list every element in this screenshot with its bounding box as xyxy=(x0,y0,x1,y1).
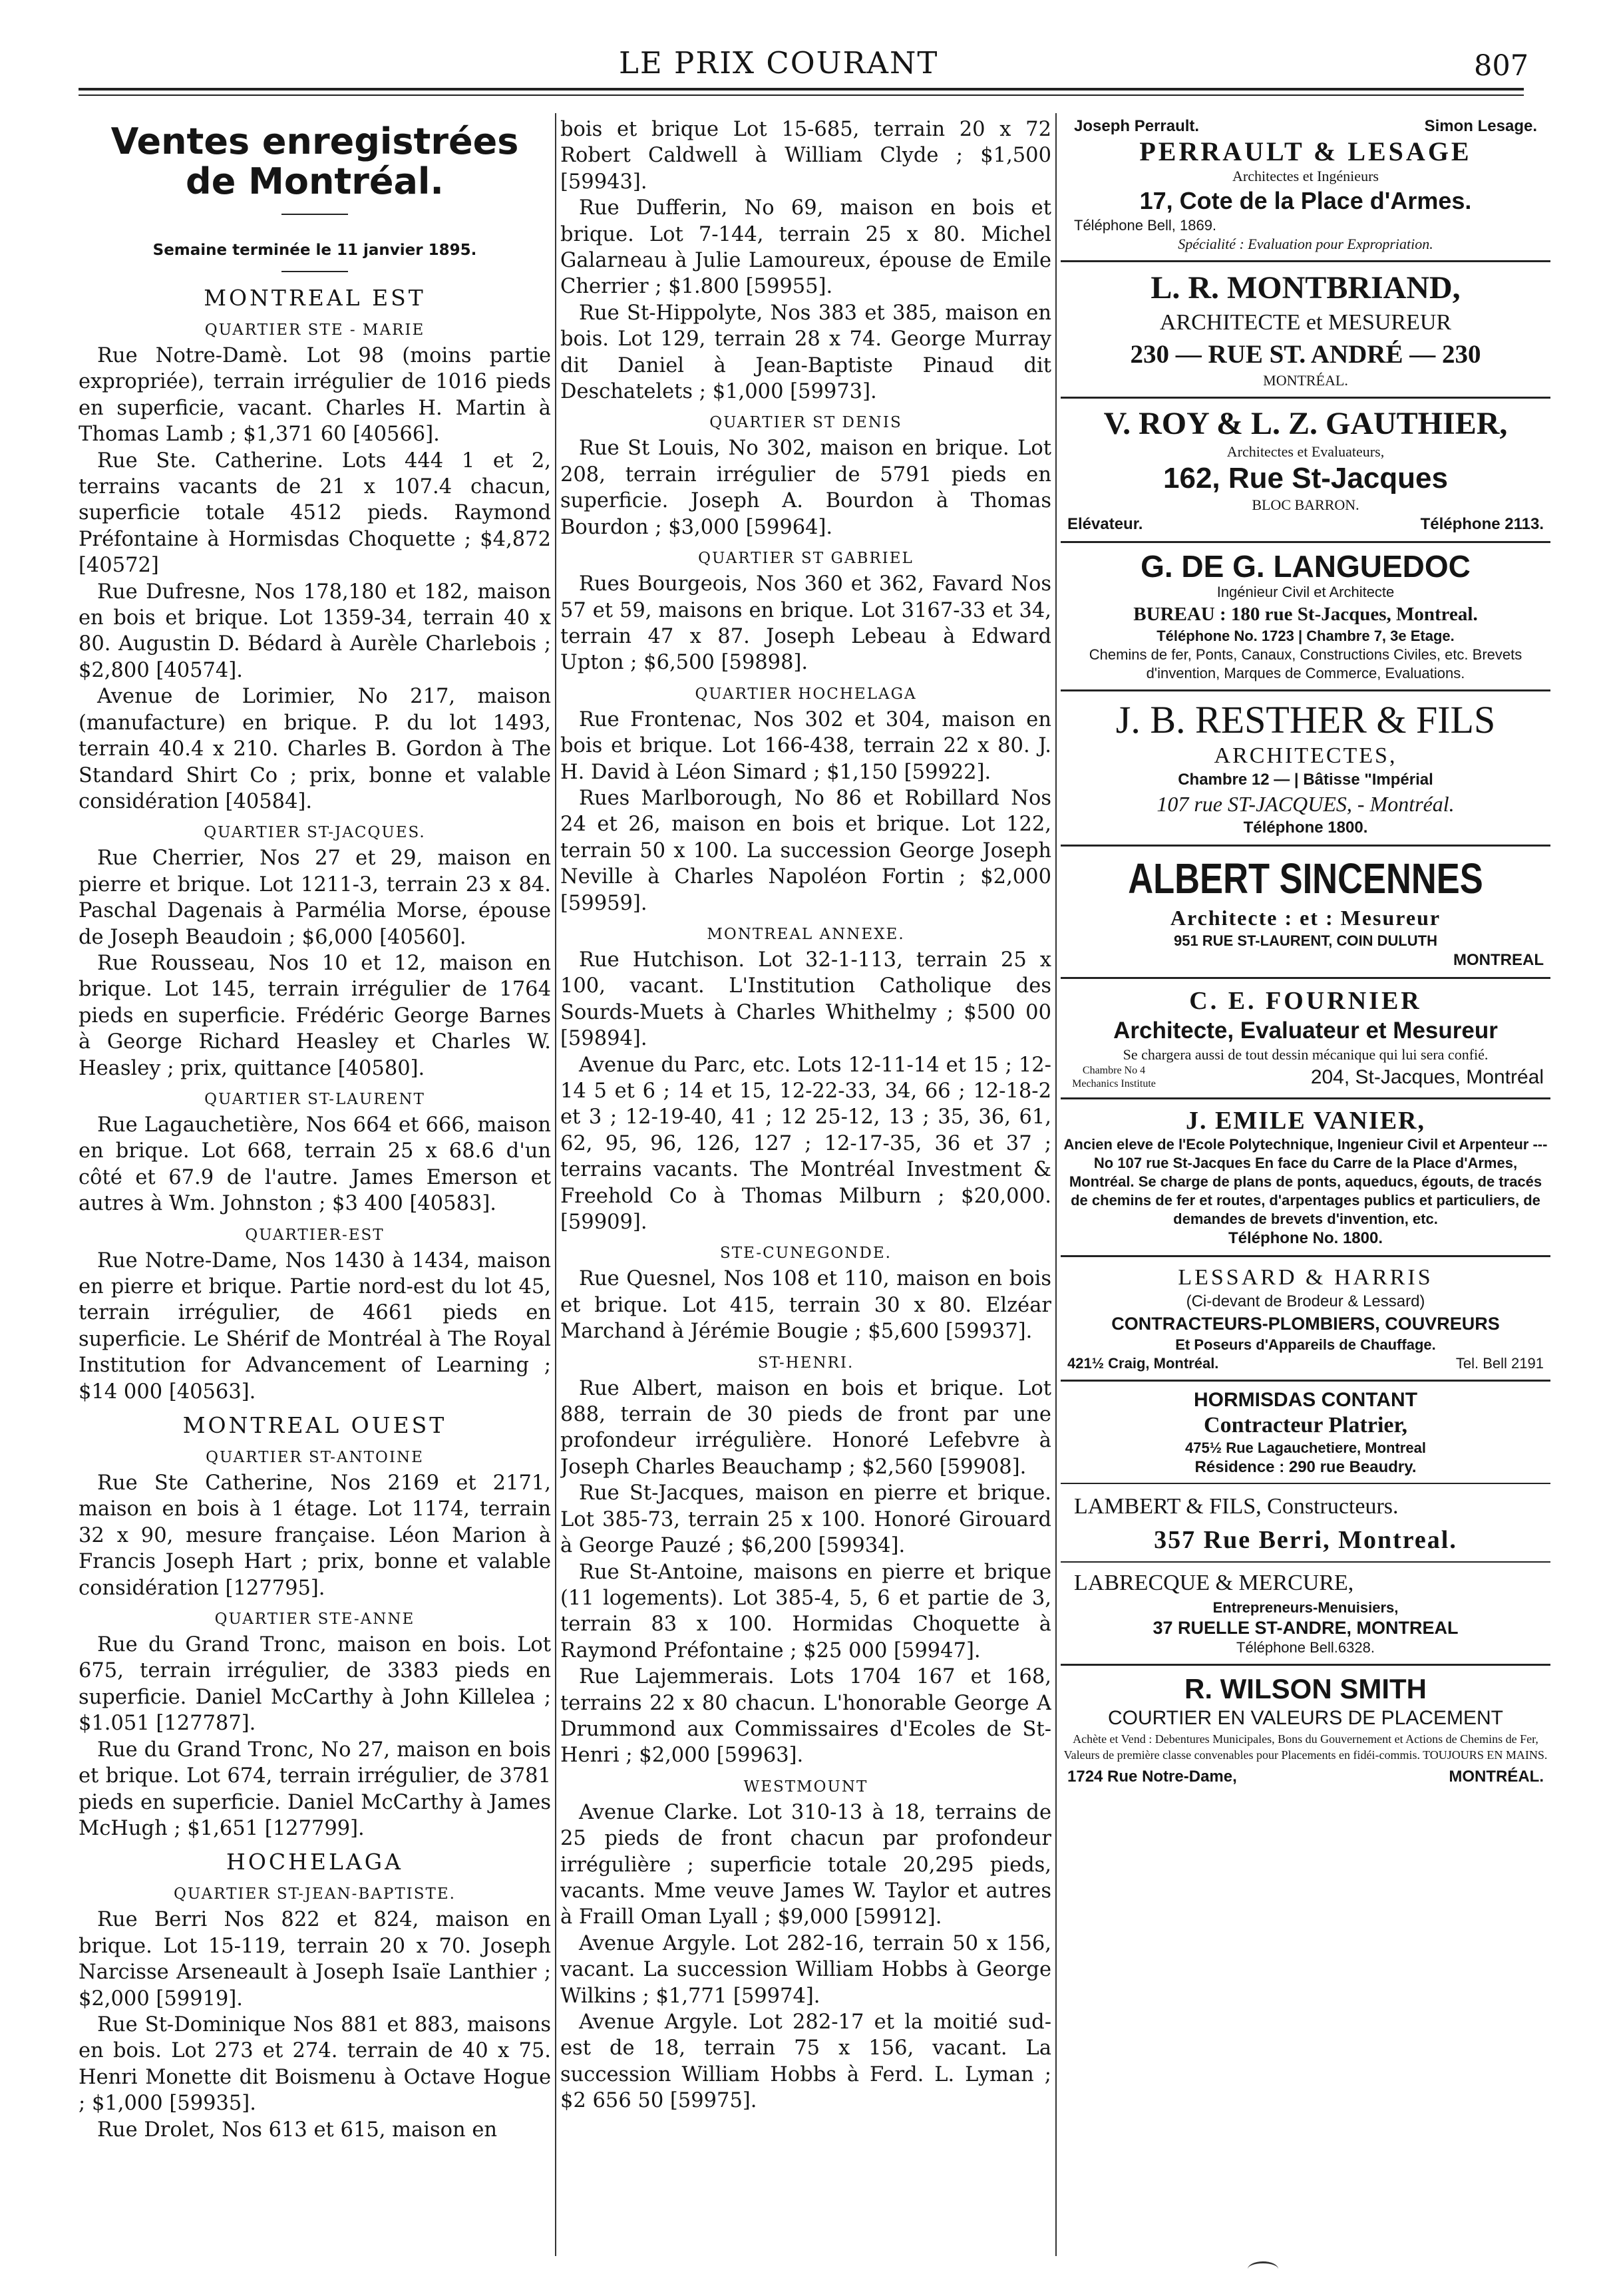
sale-entry: Rue Quesnel, Nos 108 et 110, maison en bois et brique. Lot 415, terrain 30 x 80. Elzéar Marchand à Jérémie Bougie ; $5,600 [59937]. xyxy=(560,1267,1051,1344)
firm-subtitle: (Ci-devant de Brodeur & Lessard) xyxy=(1186,1292,1425,1310)
column-divider xyxy=(555,113,556,2256)
week-ending: Semaine terminée le 11 janvier 1895. xyxy=(152,242,477,259)
divider xyxy=(281,214,348,215)
column-middle xyxy=(560,116,1051,2253)
sale-entry: Rue Ste. Catherine. Lots 444 1 et 2, terrains vacants de 21 x 107.4 chacun, superficie totale 4512 pieds. Raymond Préfontaine à Hormisdas Choquette ; $4,872 [40572] xyxy=(79,449,551,578)
district-heading: MONTREAL EST xyxy=(204,285,426,311)
printer-mark xyxy=(1248,2261,1278,2277)
ward-heading: QUARTIER ST DENIS xyxy=(709,414,902,432)
ad-separator xyxy=(1061,1255,1550,1257)
sale-entry: Rue Dufresne, Nos 178,180 et 182, maison en bois et brique. Lot 1359-34, terrain 40 x 80. Augustin D. Bédard à Aurèle Charlebois ; $2,800 [40574]. xyxy=(79,580,551,682)
district-heading: HOCHELAGA xyxy=(226,1849,403,1875)
sale-entry: Avenue du Parc, etc. Lots 12-11-14 et 15 ; 12-14 5 et 6 ; 14 et 15, 12-22-33, 34, 66 ; 12-18-2 et 3 ; 12-19-40, 41 ; 12 25-12, 13 ; 35, 36, 61, 62, 95, 96, 126, 127 ; 12-17-35, 36 et 37 ; terrains vacants. The Montréal Investment & Freehold Co à Thomas Milburn ; $20,000. [59909]. xyxy=(560,1053,1051,1235)
firm-name: ALBERT SINCENNES xyxy=(1128,855,1483,902)
ward-heading: QUARTIER STE - MARIE xyxy=(204,321,425,339)
section-title-line1: Ventes enregistrées xyxy=(110,120,519,162)
firm-subtitle: Entrepreneurs-Menuisiers, xyxy=(1212,1599,1399,1616)
firm-city: MONTRÉAL. xyxy=(1263,372,1348,389)
ward-heading: QUARTIER STE-ANNE xyxy=(214,1611,415,1628)
ad-labrecque xyxy=(1061,1568,1550,1657)
sale-entry: Rue Lagauchetière, Nos 664 et 666, maison en brique. Lot 668, terrain 25 x 68.6 d'un côté et 67.9 de l'autre. James Emerson et autres à Wm. Johnston ; $3 400 [40583]. xyxy=(79,1113,551,1216)
firm-phone: Tel. Bell 2191 xyxy=(1455,1355,1544,1372)
firm-phone: Téléphone No. 1723 | Chambre 7, 3e Etage. xyxy=(1157,628,1455,644)
ward-heading: QUARTIER ST-LAURENT xyxy=(204,1090,425,1108)
sale-entry: Rue Lajemmerais. Lots 1704 167 et 168, terrains 22 x 80 chacun. L'honorable George A Drummond aux Commissaires d'Ecoles de St-Henri ; $2,000 [59963]. xyxy=(560,1665,1051,1768)
firm-city: MONTRÉAL. xyxy=(1449,1768,1544,1786)
firm-name: L. R. MONTBRIAND, xyxy=(1151,270,1461,305)
sale-entry: Rues Marlborough, No 86 et Robillard Nos 24 et 26, maison en bois et brique. Lot 122, terrain 50 x 100. La succession George Joseph Neville à Charles Napoléon Fortin ; $2,000 [59959]. xyxy=(560,786,1051,915)
ward-heading: QUARTIER ST-JEAN-BAPTISTE. xyxy=(174,1885,456,1903)
firm-trade: CONTRACTEURS-PLOMBIERS, COUVREURS xyxy=(1111,1314,1500,1334)
sale-entry: Rue Hutchison. Lot 32-1-113, terrain 25 x 100, vacant. L'Institution Catholique des Sourds-Muets à Charles Whithelmy ; $500 00 [59894]. xyxy=(560,948,1051,1051)
sale-entry: Rue St-Antoine, maisons en pierre et brique (11 logements). Lot 385-4, 5, 6 et partie de 3, terrain 83 x 100. Hormidas Choquette à Raymond Préfontaine ; $25 000 [59947]. xyxy=(560,1560,1051,1662)
sale-entry: Rue Ste Catherine, Nos 2169 et 2171, maison en bois à 1 étage. Lot 1174, terrain 32 x 90, mesure française. Léon Marion à Francis Joseph Hart ; prix, bonne et valable considération [127795]. xyxy=(79,1471,551,1600)
sale-entry: Rue Cherrier, Nos 27 et 29, maison en pierre et brique. Lot 1211-3, terrain 23 x 84. Paschal Dagenais à Parmélia Morse, épouse de Joseph Beaudoin ; $6,000 [40560]. xyxy=(79,847,551,949)
sale-entry: Rue du Grand Tronc, No 27, maison en bois et brique. Lot 674, terrain irrégulier, de 3781 pieds en superficie. Daniel McCarthy à James McHugh ; $1,651 [127799]. xyxy=(79,1738,551,1840)
sale-entry: bois et brique Lot 15-685, terrain 20 x 72 Robert Caldwell à William Clyde ; $1,500 [59943]. xyxy=(560,118,1051,194)
firm-building: BLOC BARRON. xyxy=(1252,496,1359,513)
sale-entry: Rue Notre-Damè. Lot 98 (moins partie expropriée), terrain irrégulier de 1016 pieds en superficie, vacant. Charles H. Martin à Thomas Lamb ; $1,371 60 [40566]. xyxy=(79,344,551,447)
ad-separator xyxy=(1061,1380,1550,1382)
district-heading: STE-CUNEGONDE. xyxy=(720,1244,892,1262)
firm-address: 421½ Craig, Montréal. xyxy=(1067,1355,1219,1372)
firm-address: 357 Rue Berri, Montreal. xyxy=(1154,1526,1457,1554)
page-header xyxy=(0,0,1603,93)
sale-entry: Avenue Clarke. Lot 310-13 à 18, terrains de 25 pieds de front chacun par profondeur irrégulière ; superficie totale 20,295 pieds, vacants. Mme veuve James W. Taylor et autres à Fraill Oman Lyall ; $9,000 [59912]. xyxy=(560,1800,1051,1929)
firm-subtitle: Architectes et Evaluateurs, xyxy=(1226,443,1385,460)
firm-subtitle: Architecte : et : Mesureur xyxy=(1170,906,1441,930)
sale-entry: Rue St Louis, No 302, maison en brique. Lot 208, terrain irrégulier de 5791 pieds en superficie. Joseph A. Bourdon à Thomas Bourdon ; $3,000 [59964]. xyxy=(560,437,1051,539)
ad-vanier xyxy=(1061,1106,1550,1248)
ad-lessard-harris xyxy=(1061,1264,1550,1373)
firm-name: V. ROY & L. Z. GAUTHIER, xyxy=(1103,406,1508,441)
firm-description: Ancien eleve de l'Ecole Polytechnique, Ingenieur Civil et Arpenteur --- No 107 rue St-Jacques En face du Carre de la Place d'Armes, Montréal. Se charge de plans de ponts, aqueducs, égouts, de tracés de chemins de fer et routes, d'arpentages publics et particuliers, de demandes de brevets d'invention, etc. xyxy=(1063,1136,1548,1227)
ad-separator xyxy=(1061,1561,1550,1563)
firm-address: 17, Cote de la Place d'Armes. xyxy=(1139,187,1472,214)
sale-entry: Avenue de Lorimier, No 217, maison (manufacture) en brique. P. du lot 1493, terrain 40.4 x 210. Charles B. Gordon à The Standard Shirt Co ; prix, bonne et valable considération [40584]. xyxy=(79,685,551,813)
ad-separator xyxy=(1061,689,1550,691)
firm-address: BUREAU : 180 rue St-Jacques, Montreal. xyxy=(1133,604,1478,625)
firm-phone: Téléphone Bell, 1869. xyxy=(1074,217,1217,234)
firm-phone: Téléphone 2113. xyxy=(1420,515,1544,533)
firm-address: 204, St-Jacques, Montréal xyxy=(1310,1066,1544,1088)
firm-description: Se chargera aussi de tout dessin mécanique qui lui sera confié. xyxy=(1123,1046,1489,1063)
ad-separator xyxy=(1061,1483,1550,1484)
firm-name: LESSARD & HARRIS xyxy=(1178,1265,1433,1290)
firm-name: C. E. FOURNIER xyxy=(1189,987,1422,1015)
firm-address: 951 RUE ST-LAURENT, COIN DULUTH xyxy=(1173,932,1438,949)
firm-phone: Téléphone No. 1800. xyxy=(1228,1229,1383,1247)
ward-heading: QUARTIER HOCHELAGA xyxy=(695,685,917,703)
firm-description: Chemins de fer, Ponts, Canaux, Constructions Civiles, etc. Brevets d'invention, Marques de Commerce, Evaluations. xyxy=(1089,646,1522,681)
firm-description: Achète et Vend : Debentures Municipales, Bons du Gouvernement et Actions de Chemins de Fer, Valeurs de première classe convenables pour Placements en fidéi-commis. TOUJOURS EN MAINS. xyxy=(1063,1732,1548,1762)
ad-separator xyxy=(1061,260,1550,262)
firm-address: 230 — RUE ST. ANDRÉ — 230 xyxy=(1130,340,1481,369)
sale-entry: Rue Berri Nos 822 et 824, maison en brique. Lot 15-119, terrain 20 x 70. Joseph Narcisse Arseneault à Joseph Isaïe Lanthier ; $2,000 [59919]. xyxy=(79,1908,551,2010)
ad-lambert xyxy=(1061,1489,1550,1556)
sale-entry: Rue Drolet, Nos 613 et 615, maison en xyxy=(97,2118,498,2142)
firm-name: R. WILSON SMITH xyxy=(1184,1673,1427,1704)
ad-wilson-smith xyxy=(1061,1672,1550,1787)
ward-heading: QUARTIER ST-ANTOINE xyxy=(206,1449,424,1467)
ad-roy-gauthier xyxy=(1061,405,1550,534)
ad-resther xyxy=(1061,698,1550,838)
ward-heading: QUARTIER ST GABRIEL xyxy=(698,550,914,568)
firm-room: Chambre No 4 Mechanics Institute xyxy=(1072,1065,1156,1089)
sale-entry: Rue Frontenac, Nos 302 et 304, maison en bois et brique. Lot 166-438, terrain 22 x 80. J. H. David à Léon Simard ; $1,150 [59922]. xyxy=(560,707,1051,784)
firm-subtitle: Architecte, Evaluateur et Mesureur xyxy=(1113,1018,1498,1044)
column-advertisements xyxy=(1061,116,1550,2253)
page-number: 807 xyxy=(1474,49,1529,83)
ad-separator xyxy=(1061,1097,1550,1099)
firm-name: J. EMILE VANIER, xyxy=(1185,1107,1425,1135)
firm-address: 37 RUELLE ST-ANDRE, MONTREAL xyxy=(1153,1618,1459,1638)
ad-fournier xyxy=(1061,986,1550,1091)
firm-phone: Téléphone Bell.6328. xyxy=(1236,1639,1375,1656)
column-left xyxy=(79,116,551,2253)
firm-elevator: Elévateur. xyxy=(1067,515,1143,533)
ad-separator xyxy=(1061,397,1550,399)
firm-subtitle: ARCHITECTES, xyxy=(1214,743,1397,768)
firm-address: 162, Rue St-Jacques xyxy=(1163,462,1448,494)
district-heading: ST-HENRI. xyxy=(757,1354,854,1372)
firm-address: 475½ Rue Lagauchetiere, Montreal xyxy=(1185,1439,1426,1456)
firm-name: HORMISDAS CONTANT xyxy=(1193,1389,1418,1411)
sale-entry: Avenue Argyle. Lot 282-17 et la moitié sud-est de 18, terrain 75 x 156, vacant. La succession William Hobbs à Ferd. L. Lyman ; $2 656 50 [59975]. xyxy=(560,2010,1051,2113)
firm-room: Chambre 12 — | Bâtisse "Impérial xyxy=(1178,771,1433,789)
sale-entry: Rue St-Hippolyte, Nos 383 et 385, maison en bois. Lot 129, terrain 28 x 74. George Murray dit Daniel à Jean-Baptiste Pinaud dit Deschatelets ; $1,000 [59973]. xyxy=(560,301,1051,404)
sale-entry: Rue du Grand Tronc, maison en bois. Lot 675, terrain irrégulier, de 3383 pieds en superficie. Daniel McCarthy à John Killelea ; $1.051 [127787]. xyxy=(79,1633,551,1736)
running-title: LE PRIX COURANT xyxy=(619,45,939,81)
sale-entry: Rue St-Jacques, maison en pierre et brique. Lot 385-73, terrain 25 x 100. Honoré Girouard à George Pauzé ; $6,200 [59934]. xyxy=(560,1481,1051,1558)
firm-city: MONTREAL xyxy=(1453,951,1544,969)
ad-montbriand xyxy=(1061,269,1550,390)
sale-entry: Rue Albert, maison en bois et brique. Lot 888, terrain de 30 pieds de front par une profondeur irrégulière. Honoré Lefebvre à Joseph Charles Beauchamp ; $2,560 [59908]. xyxy=(560,1376,1051,1479)
sale-entry: Avenue Argyle. Lot 282-16, terrain 50 x 156, vacant. La succession William Hobbs à George Wilkins ; $1,771 [59974]. xyxy=(560,1931,1051,2008)
firm-subtitle: Ingénieur Civil et Architecte xyxy=(1216,584,1395,600)
firm-subtitle: ARCHITECTE et MESUREUR xyxy=(1159,310,1452,335)
ad-perrault-lesage xyxy=(1061,116,1550,254)
firm-name: PERRAULT & LESAGE xyxy=(1139,136,1472,166)
firm-subtitle: COURTIER EN VALEURS DE PLACEMENT xyxy=(1107,1707,1503,1729)
firm-phone: Téléphone 1800. xyxy=(1243,819,1368,837)
partner-name: Joseph Perrault. xyxy=(1074,117,1200,135)
ad-contant xyxy=(1061,1388,1550,1477)
header-rule xyxy=(79,88,1524,91)
ward-heading: QUARTIER-EST xyxy=(245,1226,385,1244)
sale-entry: Rues Bourgeois, Nos 360 et 362, Favard Nos 57 et 59, maisons en brique. Lot 3167-33 et 34, terrain 47 x 87. Joseph Lebeau à Edward Upton ; $6,500 [59898]. xyxy=(560,572,1051,675)
firm-subtitle: Contracteur Platrier, xyxy=(1204,1413,1407,1437)
ad-separator xyxy=(1061,541,1550,543)
ward-heading: QUARTIER ST-JACQUES. xyxy=(204,824,426,842)
ad-languedoc xyxy=(1061,550,1550,683)
ad-separator xyxy=(1061,977,1550,979)
firm-name: J. B. RESTHER & FILS xyxy=(1115,698,1496,741)
section-title-line2: de Montréal. xyxy=(186,160,444,202)
ad-separator xyxy=(1061,1664,1550,1666)
firm-name: LAMBERT & FILS, Constructeurs. xyxy=(1074,1494,1399,1519)
partner-name: Simon Lesage. xyxy=(1424,117,1537,135)
sale-entry: Rue Dufferin, No 69, maison en bois et brique. Lot 7-144, terrain 25 x 80. Michel Galarneau à Julie Lamoureux, épouse de Emile Cherrier ; $1.800 [59955]. xyxy=(560,196,1051,299)
firm-subtitle: Architectes et Ingénieurs xyxy=(1232,168,1379,184)
column-divider xyxy=(1055,113,1057,2256)
firm-address: 107 rue ST-JACQUES, - Montréal. xyxy=(1157,792,1455,816)
firm-name: G. DE G. LANGUEDOC xyxy=(1141,549,1471,584)
ad-sincennes xyxy=(1061,853,1550,970)
firm-address: 1724 Rue Notre-Dame, xyxy=(1067,1768,1237,1786)
divider xyxy=(281,271,348,272)
firm-specialty: Spécialité : Evaluation pour Expropriation. xyxy=(1178,236,1433,252)
ad-separator xyxy=(1061,845,1550,847)
header-rule-thin xyxy=(79,95,1524,96)
sale-entry: Rue St-Dominique Nos 881 et 883, maisons en bois. Lot 273 et 274. terrain de 40 x 75. Henri Monette dit Boismenu à Octave Hogue ; $1,000 [59935]. xyxy=(79,2012,551,2116)
district-heading: WESTMOUNT xyxy=(743,1778,868,1796)
district-heading: MONTREAL ANNEXE. xyxy=(707,925,905,943)
firm-name: LABRECQUE & MERCURE, xyxy=(1074,1571,1354,1595)
firm-trade-detail: Et Poseurs d'Appareils de Chauffage. xyxy=(1175,1336,1436,1353)
sale-entry: Rue Notre-Dame, Nos 1430 à 1434, maison en pierre et brique. Partie nord-est du lot 45, terrain irrégulier, de 4661 pieds en superficie. Le Shérif de Montréal à The Royal Institution for Advancement of Learning ; $14 000 [40563]. xyxy=(79,1248,551,1404)
sale-entry: Rue Rousseau, Nos 10 et 12, maison en brique. Lot 145, terrain irrégulier de 1764 pieds en superficie. Frédéric George Barnes à George Richard Heasley et Charles W. Heasley ; prix, quittance [40580]. xyxy=(79,951,551,1080)
firm-residence: Résidence : 290 rue Beaudry. xyxy=(1194,1458,1417,1476)
district-heading: MONTREAL OUEST xyxy=(182,1412,447,1439)
